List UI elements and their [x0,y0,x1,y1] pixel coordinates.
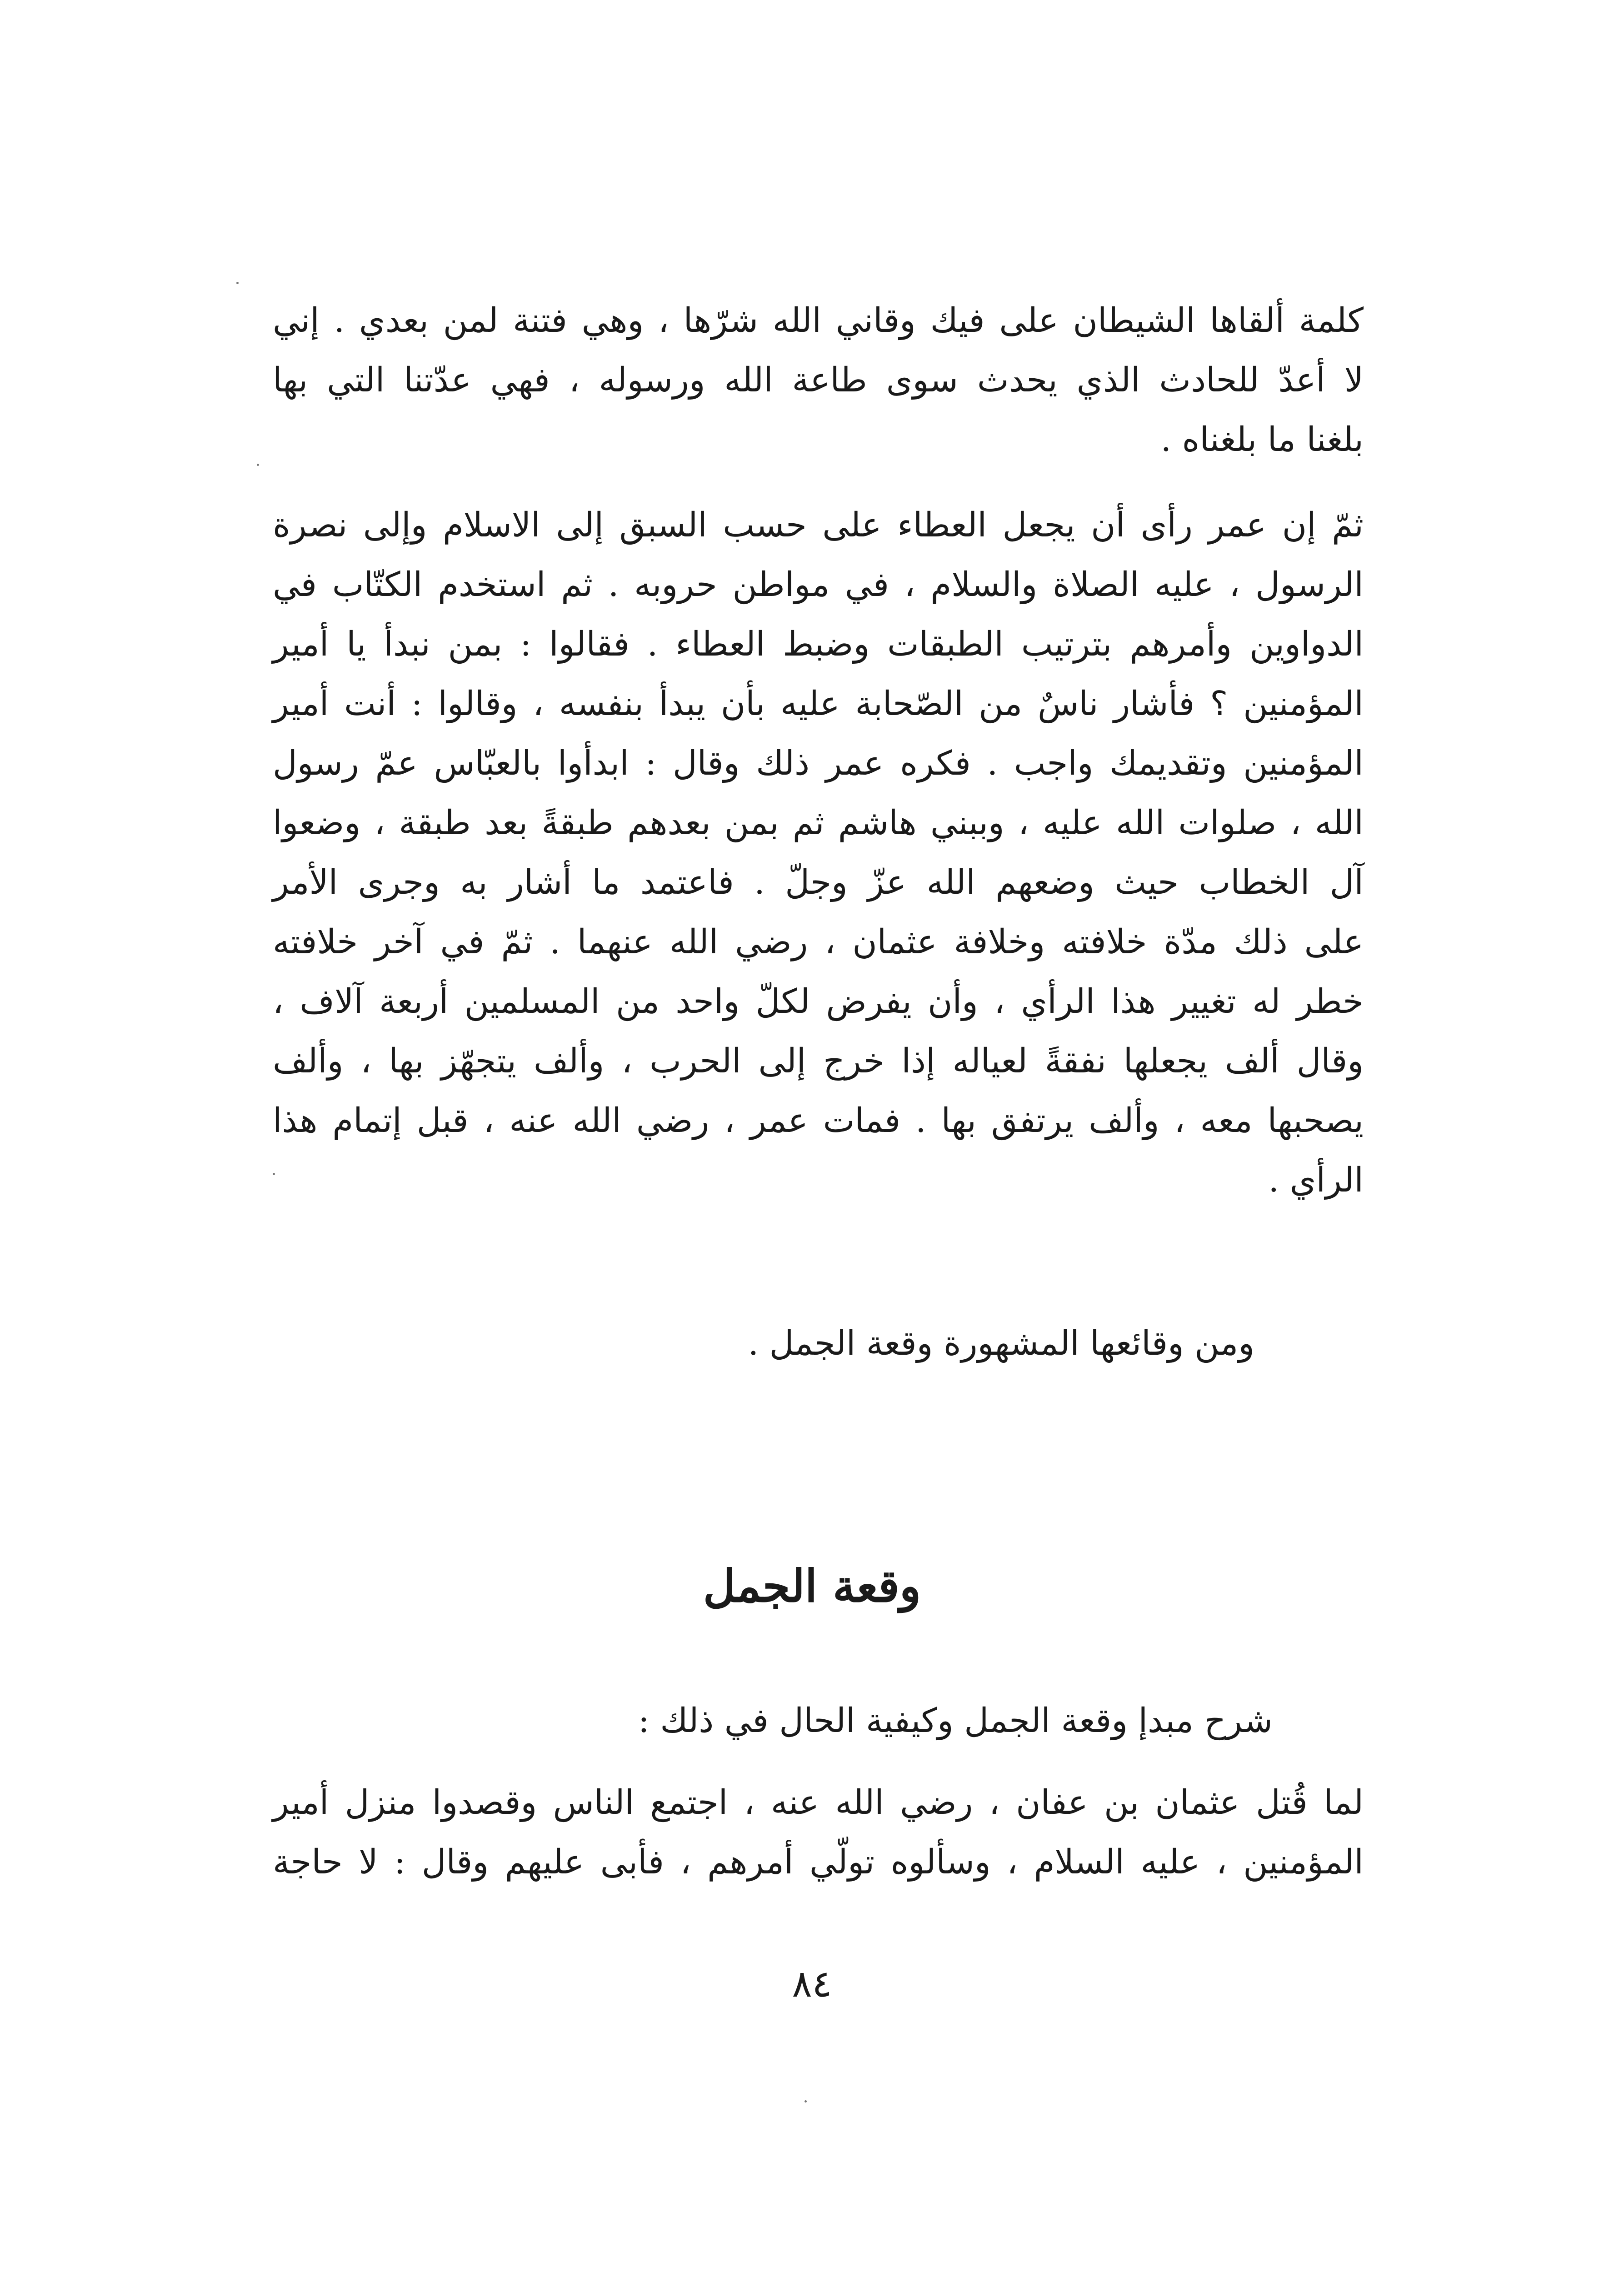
text-line: الرأي . [1268,1161,1364,1200]
text-line: شرح مبدإ وقعة الجمل وكيفية الحال في ذلك : [638,1701,1273,1740]
text-line: بلغنا ما بلغناه . [1160,420,1364,459]
scan-speck [236,282,239,284]
text-line: الرسول ، عليه الصلاة والسلام ، في مواطن حروبه . ثم استخدم الكتّاب في [273,565,1364,604]
paragraph-4 [273,1691,1364,1751]
text-line: المؤمنين ، عليه السلام ، وسألوه تولّي أمرهم ، فأبى عليهم وقال : لا حاجة [273,1842,1364,1882]
text-line: ومن وقائعها المشهورة وقعة الجمل . [748,1324,1254,1363]
section-title: وقعة الجمل [703,1560,921,1612]
text-line: ثمّ إن عمر رأى أن يجعل العطاء على حسب السبق إلى الاسلام وإلى نصرة [273,506,1364,545]
paragraph-1 [273,291,1364,470]
text-line: لما قُتل عثمان بن عفان ، رضي الله عنه ، اجتمع الناس وقصدوا منزل أمير [273,1783,1364,1822]
paragraph-2 [273,496,1364,1210]
text-line: لا أعدّ للحادث الذي يحدث سوى طاعة الله ورسوله ، فهي عدّتنا التي بها [273,360,1364,400]
text-line: المؤمنين وتقديمك واجب . فكره عمر ذلك وقال : ابدأوا بالعبّاس عمّ رسول [273,744,1364,783]
text-line: المؤمنين ؟ فأشار ناسٌ من الصّحابة عليه بأن يبدأ بنفسه ، وقالوا : أنت أمير [273,684,1364,723]
text-line: كلمة ألقاها الشيطان على فيك وقاني الله شرّها ، وهي فتنة لمن بعدي . إني [273,301,1364,340]
text-line: يصحبها معه ، وألف يرتفق بها . فمات عمر ، رضي الله عنه ، قبل إتمام هذا [273,1101,1364,1140]
paragraph-5 [273,1773,1364,1892]
text-line: خطر له تغيير هذا الرأي ، وأن يفرض لكلّ واحد من المسلمين أربعة آلاف ، [273,982,1364,1021]
page-number: ٨٤ [792,1963,832,2006]
scan-speck [805,2100,807,2103]
scan-speck [257,464,259,466]
text-line: الدواوين وأمرهم بترتيب الطبقات وضبط العطاء . فقالوا : بمن نبدأ يا أمير [273,625,1364,664]
paragraph-3 [273,1314,1364,1373]
text-line: وقال ألف يجعلها نفقةً لعياله إذا خرج إلى الحرب ، وألف يتجهّز بها ، وألف [273,1041,1364,1081]
text-line: آل الخطاب حيث وضعهم الله عزّ وجلّ . فاعتمد ما أشار به وجرى الأمر [273,863,1364,902]
scan-speck [273,1173,275,1175]
text-line: على ذلك مدّة خلافته وخلافة عثمان ، رضي الله عنهما . ثمّ في آخر خلافته [273,922,1364,961]
text-line: الله ، صلوات الله عليه ، وببني هاشم ثم بمن بعدهم طبقةً بعد طبقة ، وضعوا [273,803,1364,842]
